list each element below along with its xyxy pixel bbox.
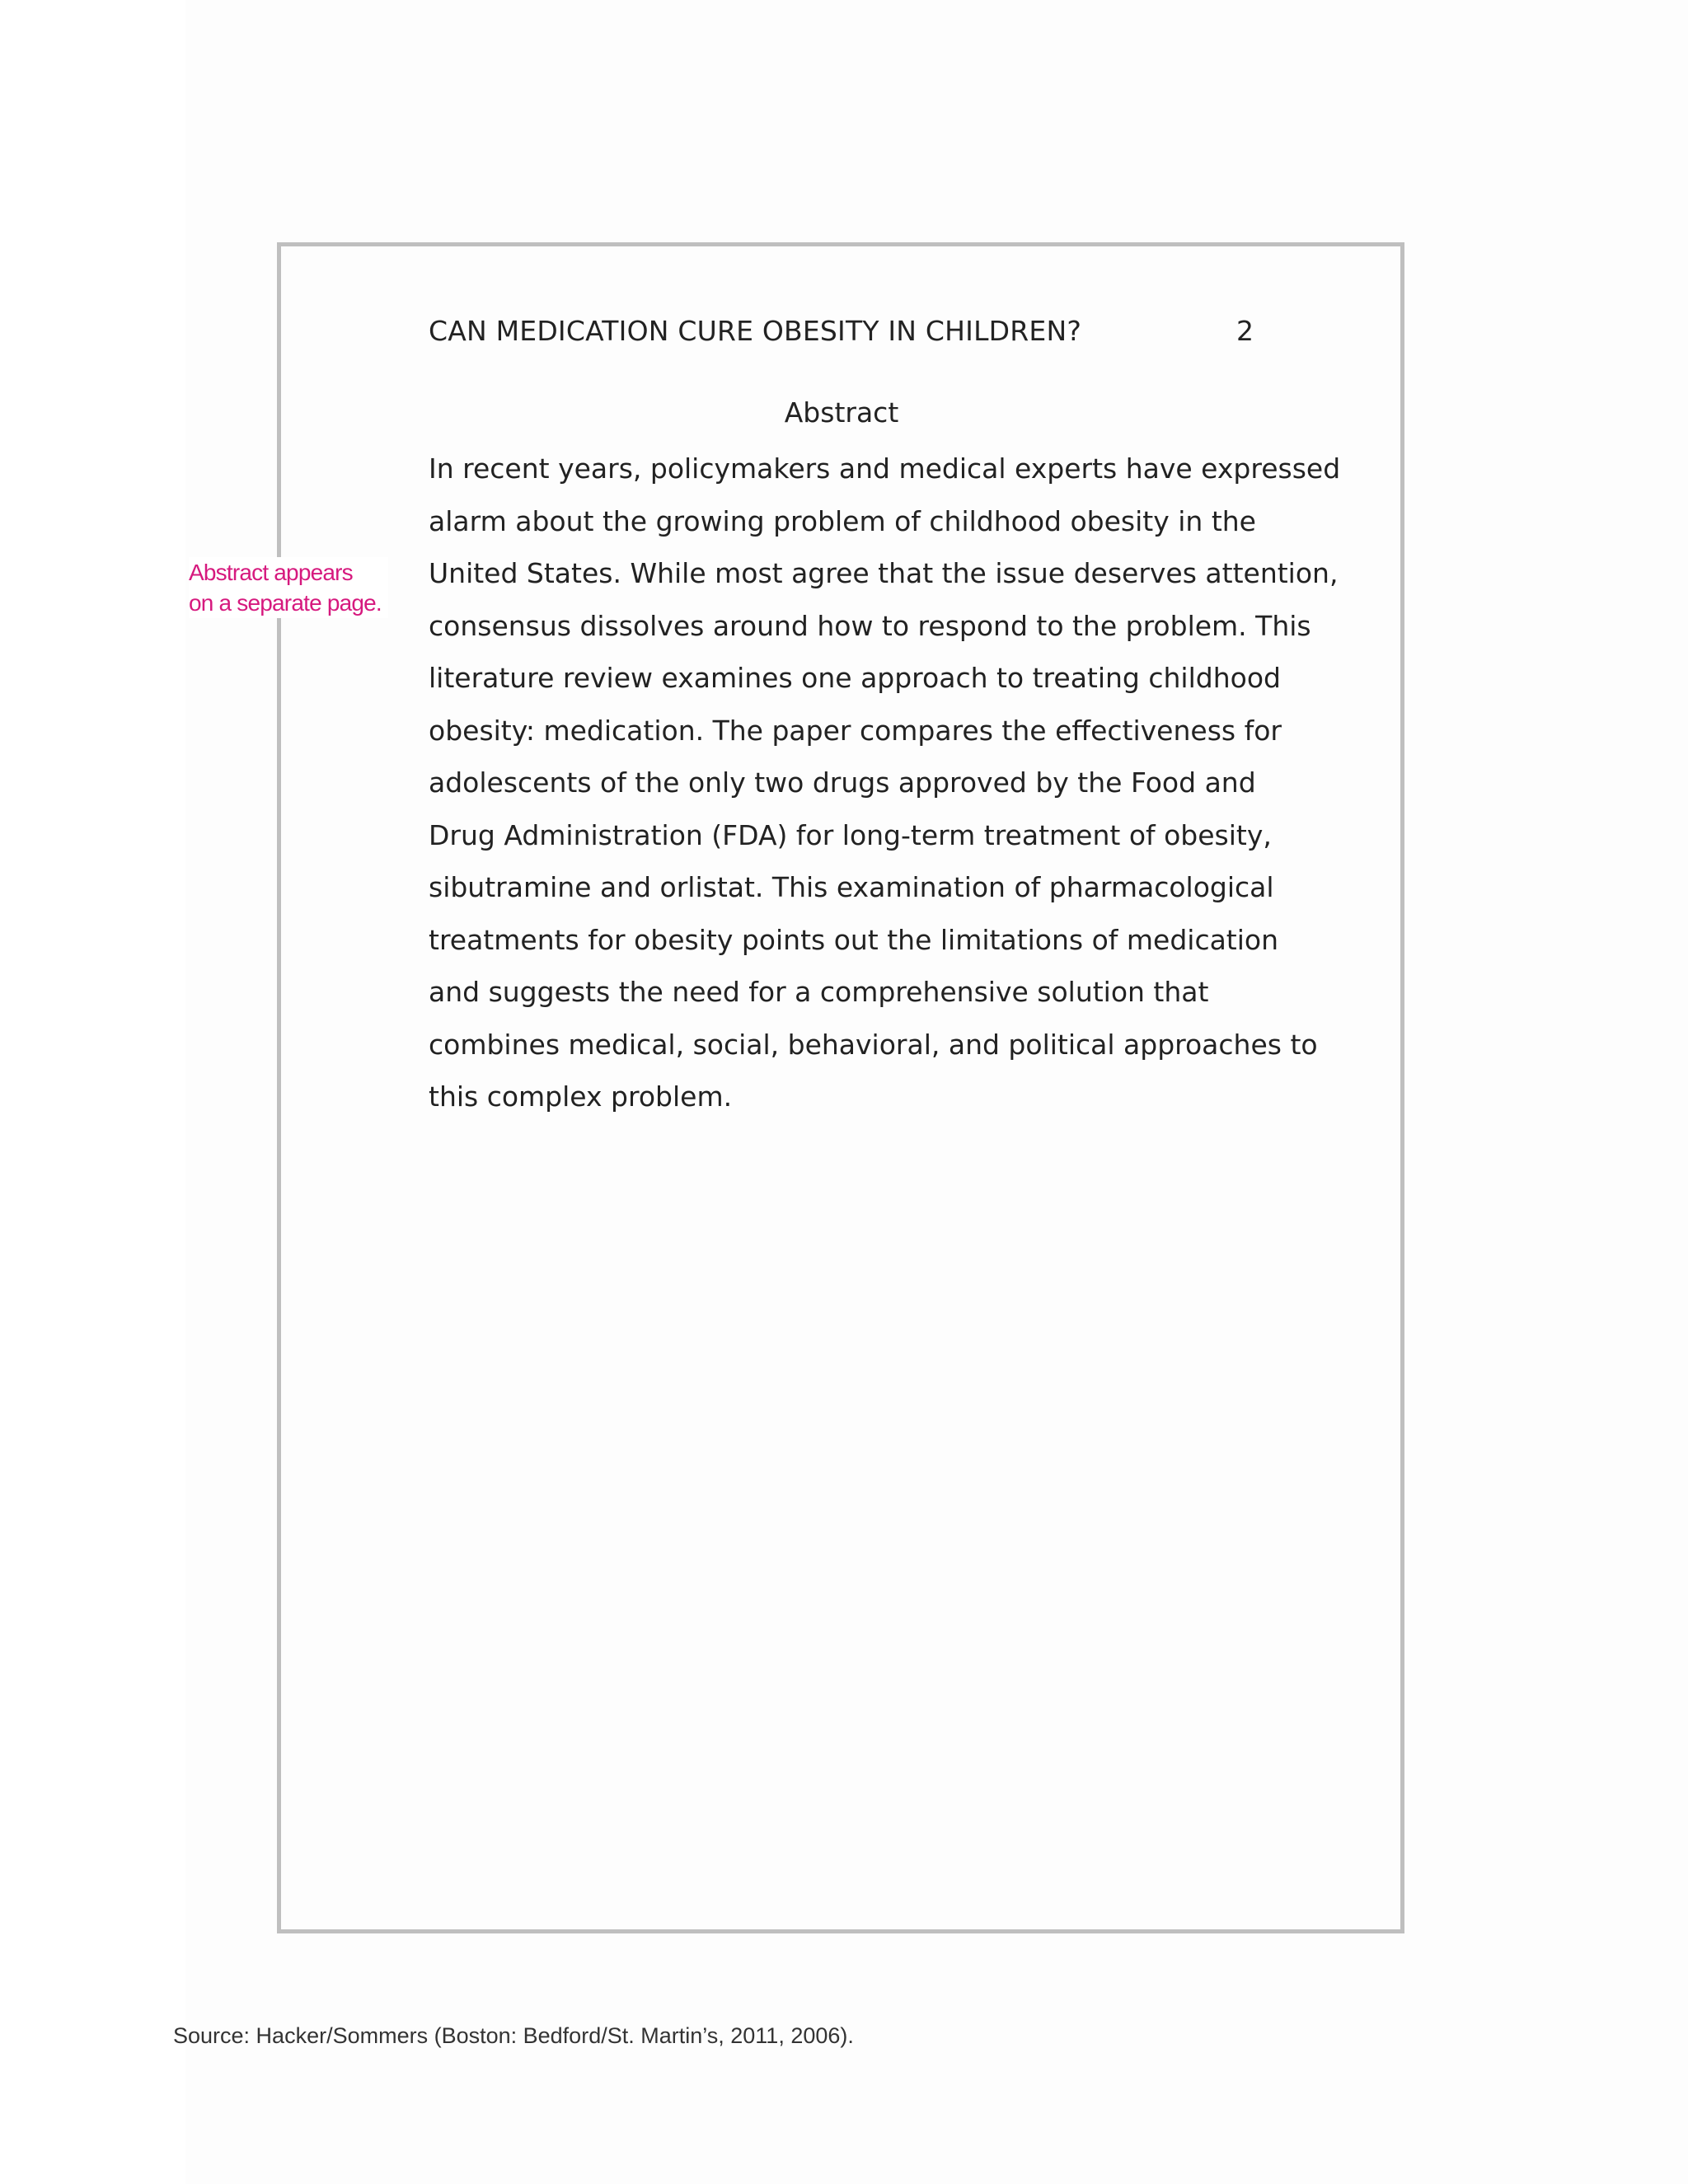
annotation-line: Abstract appears: [189, 560, 353, 585]
abstract-line: treatments for obesity points out the limitations of medication: [429, 923, 1279, 956]
running-head: CAN MEDICATION CURE OBESITY IN CHILDREN?: [429, 315, 1082, 347]
abstract-line: and suggests the need for a comprehensive solution that: [429, 976, 1209, 1008]
abstract-body: [429, 443, 1341, 1123]
margin-annotation: [189, 557, 388, 618]
page-number: 2: [1236, 315, 1254, 347]
abstract-line: obesity: medication. The paper compares the effectiveness for: [429, 714, 1282, 747]
abstract-line: alarm about the growing problem of childhood obesity in the: [429, 504, 1256, 537]
abstract-heading: Abstract: [784, 396, 899, 429]
source-citation: Source: Hacker/Sommers (Boston: Bedford/St. Martin’s, 2011, 2006).: [173, 2023, 854, 2048]
abstract-line: sibutramine and orlistat. This examination of pharmacological: [429, 871, 1274, 903]
abstract-line: adolescents of the only two drugs approved by the Food and: [429, 766, 1256, 799]
abstract-line: Drug Administration (FDA) for long-term treatment of obesity,: [429, 818, 1272, 851]
abstract-line: this complex problem.: [429, 1080, 733, 1113]
abstract-line: In recent years, policymakers and medical experts have expressed: [429, 452, 1341, 485]
abstract-line: literature review examines one approach to treating childhood: [429, 662, 1281, 694]
abstract-line: consensus dissolves around how to respond to the problem. This: [429, 609, 1311, 642]
annotation-line: on a separate page.: [189, 590, 382, 616]
abstract-line: combines medical, social, behavioral, and political approaches to: [429, 1028, 1318, 1061]
abstract-line: United States. While most agree that the issue deserves attention,: [429, 557, 1339, 589]
